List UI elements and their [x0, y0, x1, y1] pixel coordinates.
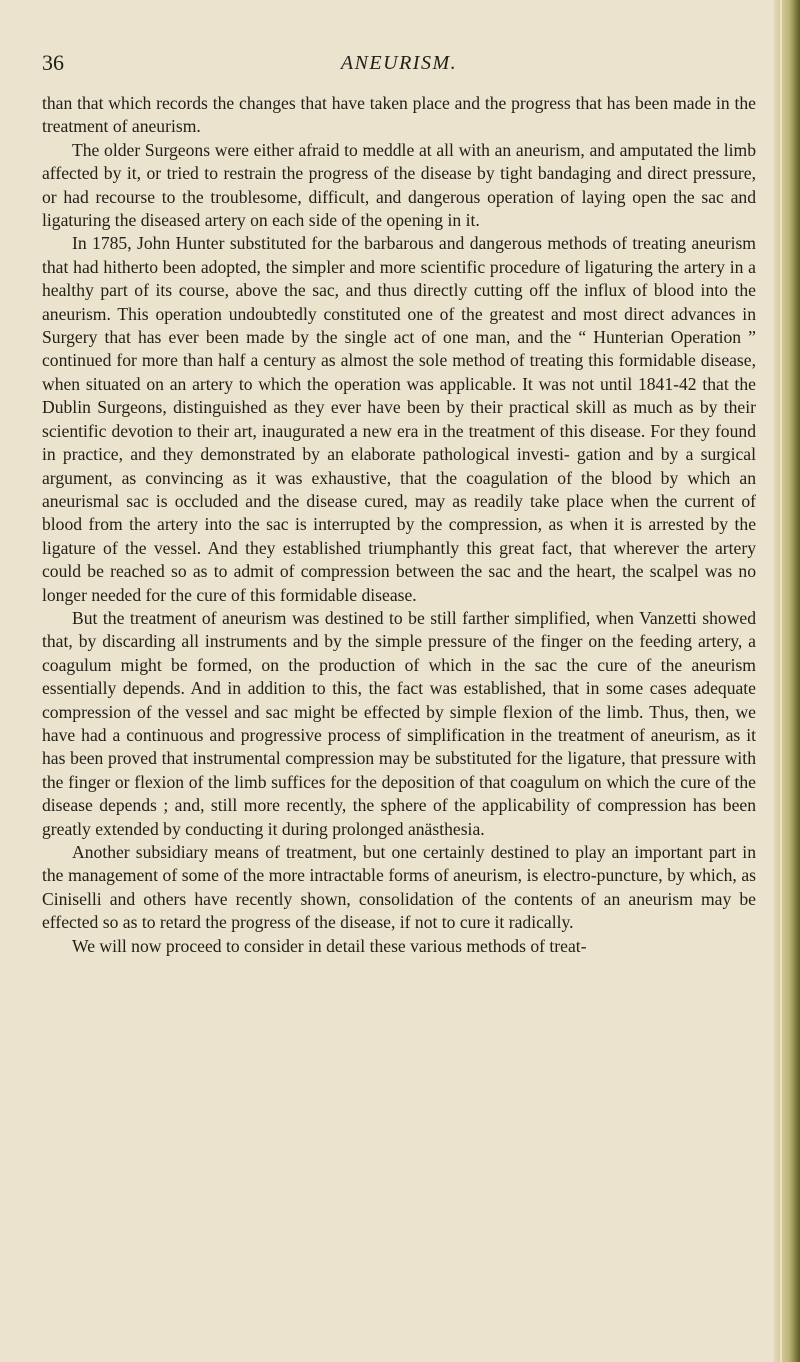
paragraph: In 1785, John Hunter substituted for the barbarous and dangerous methods of treating aneurism that had hitherto been adopted, the simpler and more scientific procedure of ligaturing the artery in a healthy part of its course, above the sac, and thus directly cutting off the influx of blood into the aneurism. This operation undoubtedly constituted one of the greatest and most direct advances in Surgery that has ever been made by the single act of one man, and the “ Hunterian Operation ” continued for more than half a century as almost the sole method of treating this formidable disease, when situated on an artery to which the operation was applicable. It was not until 1841-42 that the Dublin Surgeons, distinguished as they ever have been by their practical skill as much as by their scientific devotion to their art, inaugurated a new era in the treatment of this disease. For they found in practice, and they demonstrated by an elaborate pathological investi- gation and by a surgical argument, as convincing as it was exhaustive, that the coagulation of the blood by which an aneurismal sac is occluded and the disease cured, may as readily take place when the current of blood from the artery into the sac is interrupted by the compression, as when it is arrested by the ligature of the vessel. And they established triumphantly this great fact, that wherever the artery could be reached so as to admit of compression between the sac and the heart, the scalpel was no longer needed for the cure of this formidable disease. — [42, 233, 756, 605]
page-header — [42, 50, 756, 82]
body-text — [42, 92, 756, 958]
paragraph: than that which records the changes that have taken place and the progress that has been made in the treatment of aneurism. — [42, 93, 756, 137]
paragraph: We will now proceed to consider in detail these various methods of treat- — [72, 935, 587, 956]
paragraph: Another subsidiary means of treatment, but one certainly destined to play an important part in the management of some of the more intractable forms of aneurism, is electro-puncture, by which, as Ciniselli and others have recently shown, consolidation of the contents of an aneurism may be effected so as to retard the progress of the disease, if not to cure it radically. — [42, 842, 756, 933]
binding-gutter — [774, 0, 800, 1362]
paragraph: But the treatment of aneurism was destined to be still farther simplified, when Vanzetti showed that, by discarding all instruments and by the simple pressure of the finger on the feeding artery, a coagulum might be formed, on the production of which in the sac the cure of the aneurism essentially depends. And in addition to this, the fact was established, that in some cases adequate compression of the vessel and sac might be effected by simple flexion of the limb. Thus, then, we have had a continuous and progressive process of simplification in the treatment of aneurism, as it has been proved that instrumental compression may be substituted for the ligature, that pressure with the finger or flexion of the limb suffices for the deposition of that coagulum on which the cure of the disease depends ; and, still more recently, the sphere of the applicability of compression has been greatly extended by conducting it during prolonged anästhesia. — [42, 607, 756, 839]
page-number: 36 — [42, 50, 64, 75]
paragraph: The older Surgeons were either afraid to meddle at all with an aneurism, and amputated the limb affected by it, or tried to restrain the progress of the disease by tight bandaging and direct pressure, or had recourse to the troublesome, difficult, and dangerous operation of laying open the sac and ligaturing the diseased artery on each side of the opening in it. — [42, 139, 756, 231]
running-head: ANEURISM. — [340, 52, 458, 74]
